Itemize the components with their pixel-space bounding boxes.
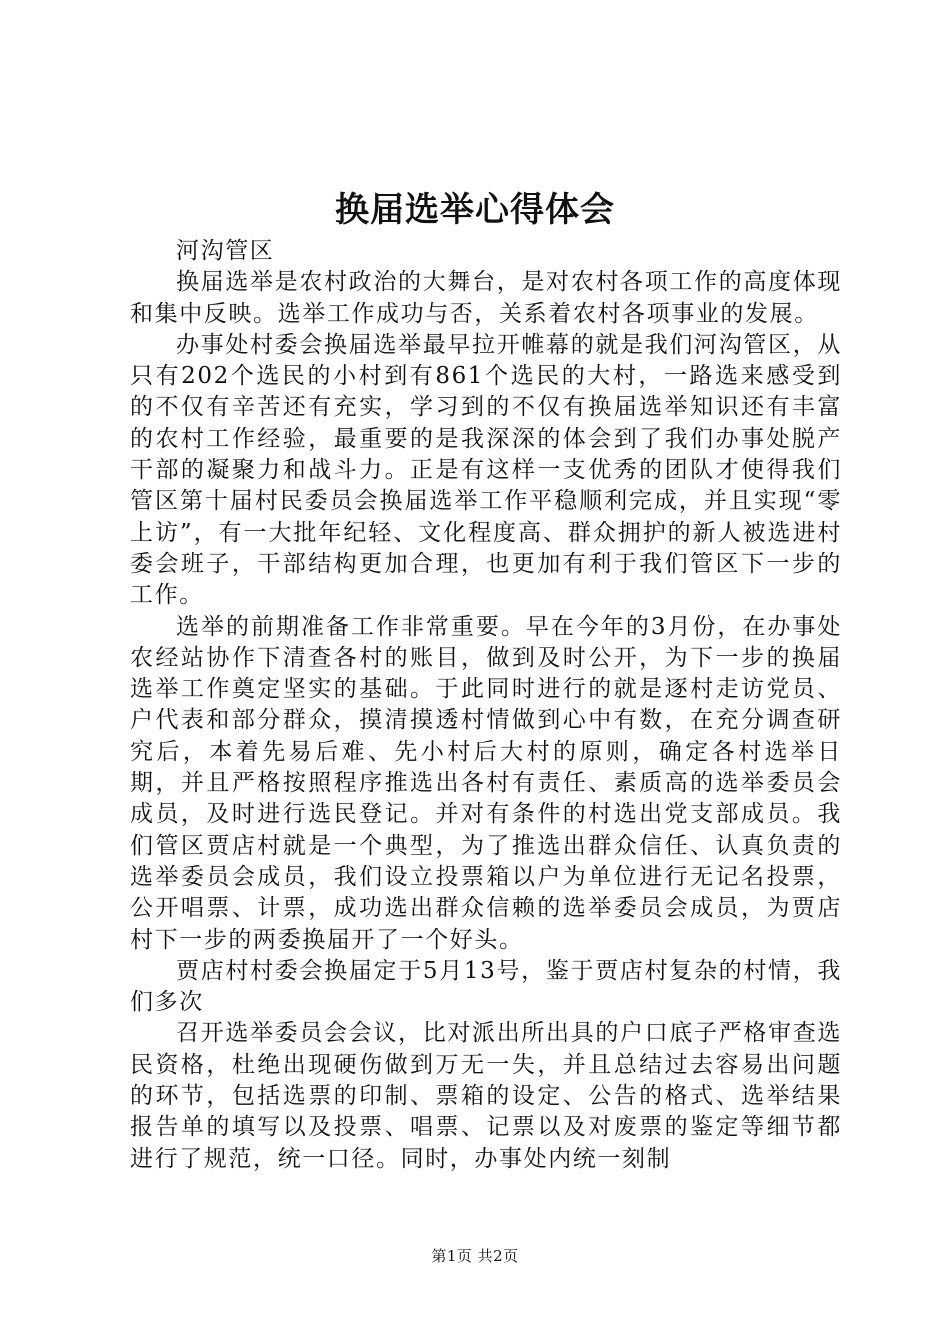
document-body xyxy=(130,236,842,1175)
document-title: 换届选举心得体会 xyxy=(335,190,615,230)
paragraph-5: 召开选举委员会会议，比对派出所出具的户口底子严格审查选民资格，杜绝出现硬伤做到万无一失，并且总结过去容易出问题的环节，包括选票的印制、票箱的设定、公告的格式、选举结果报告单的填写以及投票、唱票、记票以及对废票的鉴定等细节都进行了规范，统一口径。同时，办事处内统一刻制 xyxy=(130,1020,842,1172)
paragraph-1: 换届选举是农村政治的大舞台，是对农村各项工作的高度体现和集中反映。选举工作成功与否，关系着农村各项事业的发展。 xyxy=(130,269,842,327)
author-line: 河沟管区 xyxy=(176,238,275,264)
paragraph-4: 贾店村村委会换届定于5月13号，鉴于贾店村复杂的村情，我们多次 xyxy=(130,957,842,1016)
paragraph-2: 办事处村委会换届选举最早拉开帷幕的就是我们河沟管区，从只有202个选民的小村到有861个选民的大村，一路选来感受到的不仅有辛苦还有充实，学习到的不仅有换届选举知识还有丰富的农村工作经验，最重要的是我深深的体会到了我们办事处脱产干部的凝聚力和战斗力。正是有这样一支优秀的团队才使得我们管区第十届村民委员会换届选举工作平稳顺利完成，并且实现“零上访”，有一大批年纪轻、文化程度高、群众拥护的新人被选进村委会班子，干部结构更加合理，也更加有利于我们管区下一步的工作。 xyxy=(130,331,842,609)
page-footer: 第1页 共2页 xyxy=(431,1247,519,1265)
paragraph-3: 选举的前期准备工作非常重要。早在今年的3月份，在办事处农经站协作下清查各村的账目，做到及时公开，为下一步的换届选举工作奠定坚实的基础。于此同时进行的就是逐村走访党员、户代表和部分群众，摸清摸透村情做到心中有数，在充分调查研究后，本着先易后难、先小村后大村的原则，确定各村选举日期，并且严格按照程序推选出各村有责任、素质高的选举委员会成员，及时进行选民登记。并对有条件的村选出党支部成员。我们管区贾店村就是一个典型，为了推选出群众信任、认真负责的选举委员会成员，我们设立投票箱以户为单位进行无记名投票，公开唱票、计票，成功选出群众信赖的选举委员会成员，为贾店村下一步的两委换届开了一个好头。 xyxy=(130,613,842,953)
